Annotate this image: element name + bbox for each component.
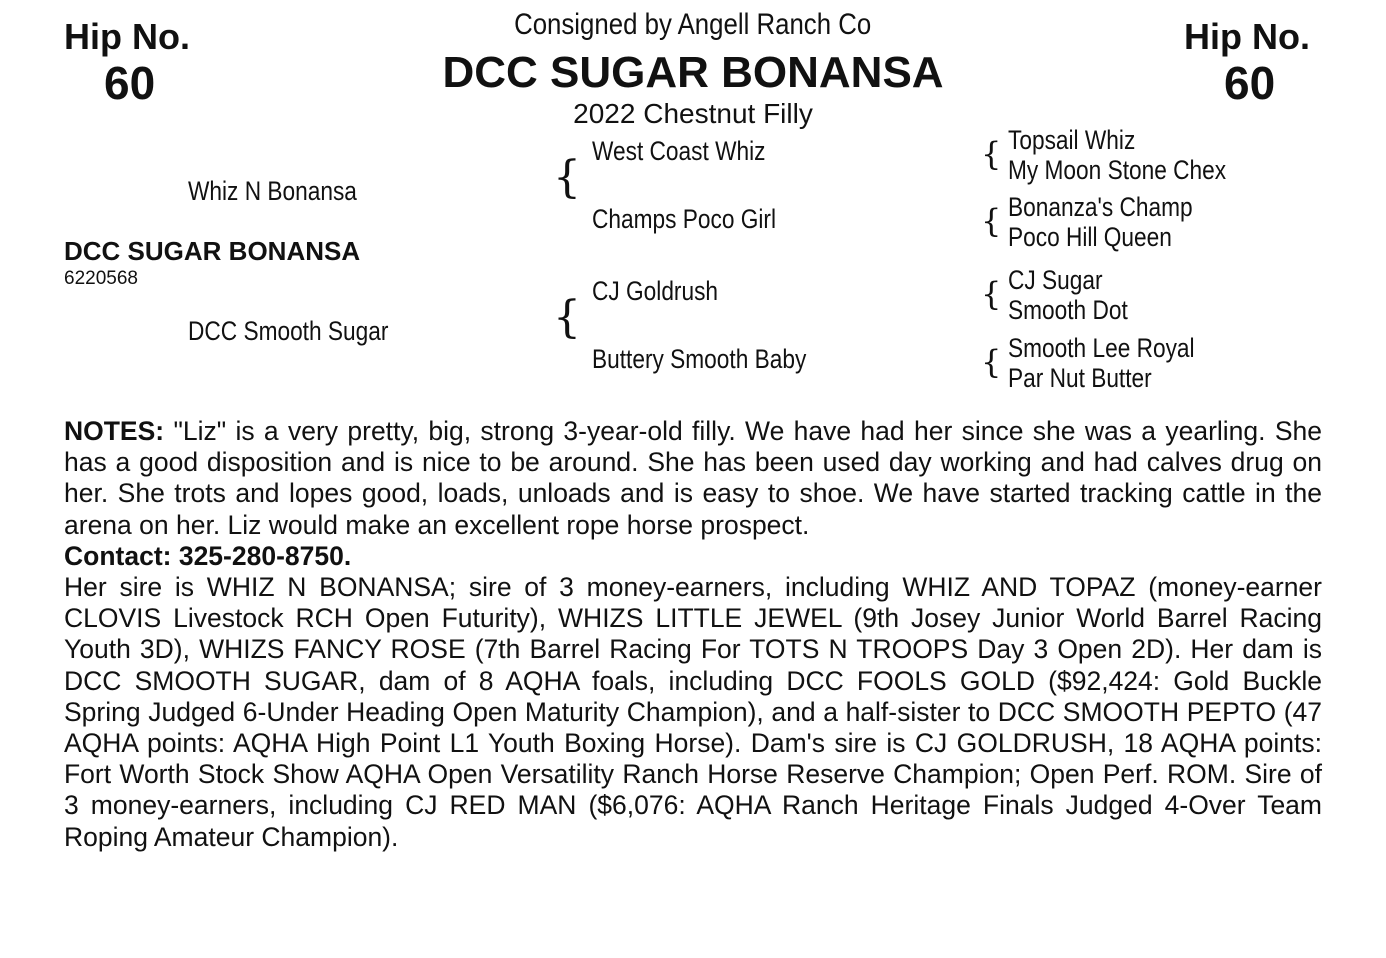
notes-label: NOTES:: [64, 416, 165, 446]
dam-brace: {: [553, 292, 581, 343]
horse-description: 2022 Chestnut Filly: [573, 98, 813, 129]
g3-name: Smooth Lee Royal: [1008, 333, 1195, 363]
g3-name: Par Nut Butter: [1008, 363, 1152, 393]
contact-text: Contact: 325-280-8750.: [64, 540, 352, 571]
horse-title: DCC SUGAR BONANSA: [442, 48, 944, 97]
sire-dam-name: Champs Poco Girl: [592, 204, 777, 234]
g3-brace-3: {: [981, 275, 1002, 313]
sire-name: Whiz N Bonansa: [188, 176, 357, 206]
g3-brace-4: {: [981, 343, 1002, 381]
g3-brace-1: {: [981, 135, 1002, 173]
g3-name: Smooth Dot: [1008, 295, 1128, 325]
sire-sire-name: West Coast Whiz: [592, 136, 766, 166]
dam-dam-name: Buttery Smooth Baby: [592, 344, 807, 374]
hip-label-left: Hip No.: [64, 16, 190, 57]
sire-brace: {: [553, 152, 581, 203]
notes-paragraph: [64, 416, 1322, 541]
registration-number: 6220568: [64, 268, 138, 289]
g3-name: Bonanza's Champ: [1008, 192, 1193, 222]
g3-name: Poco Hill Queen: [1008, 222, 1172, 252]
hip-number-right: 60: [1224, 57, 1276, 109]
g3-brace-2: {: [981, 202, 1002, 240]
pedigree-horse-name: DCC SUGAR BONANSA: [64, 236, 361, 266]
notes-text: "Liz" is a very pretty, big, strong 3-year-old filly. We have had her since she was a yearling. She has a good disposition and is nice to be around. She has been used day working and had calves drug on her. She trots and lopes good, loads, unloads and is easy to shoe. We have started tracking cattle in the arena on her. Liz would make an excellent rope horse prospect.: [64, 416, 1322, 540]
g3-name: My Moon Stone Chex: [1008, 155, 1227, 185]
g3-name: CJ Sugar: [1008, 265, 1103, 295]
dam-name: DCC Smooth Sugar: [188, 316, 389, 346]
hip-number-left: 60: [104, 57, 156, 109]
consigned-by: Consigned by Angell Ranch Co: [514, 8, 872, 41]
g3-name: Topsail Whiz: [1008, 125, 1136, 155]
produce-record: Her sire is WHIZ N BONANSA; sire of 3 money-earners, including WHIZ AND TOPAZ (money-earner CLOVIS Livestock RCH Open Futurity), WHIZS LITTLE JEWEL (9th Josey Junior World Barrel Racing Youth 3D), WHIZS FANCY ROSE (7th Barrel Racing For TOTS N TROOPS Day 3 Open 2D). Her dam is DCC SMOOTH SUGAR, dam of 8 AQHA foals, including DCC FOOLS GOLD ($92,424: Gold Buckle Spring Judged 6-Under Heading Open Maturity Champion), and a half-sister to DCC SMOOTH PEPTO (47 AQHA points: AQHA High Point L1 Youth Boxing Horse). Dam's sire is CJ GOLDRUSH, 18 AQHA points: Fort Worth Stock Show AQHA Open Versatility Ranch Horse Reserve Champion; Open Perf. ROM. Sire of 3 money-earners, including CJ RED MAN ($6,076: AQHA Ranch Heritage Finals Judged 4-Over Team Roping Amateur Champion).: [64, 572, 1322, 852]
contact-line: [64, 541, 1322, 572]
dam-sire-name: CJ Goldrush: [592, 276, 719, 306]
notes-section: [64, 416, 1322, 853]
hip-label-right: Hip No.: [1184, 16, 1310, 57]
